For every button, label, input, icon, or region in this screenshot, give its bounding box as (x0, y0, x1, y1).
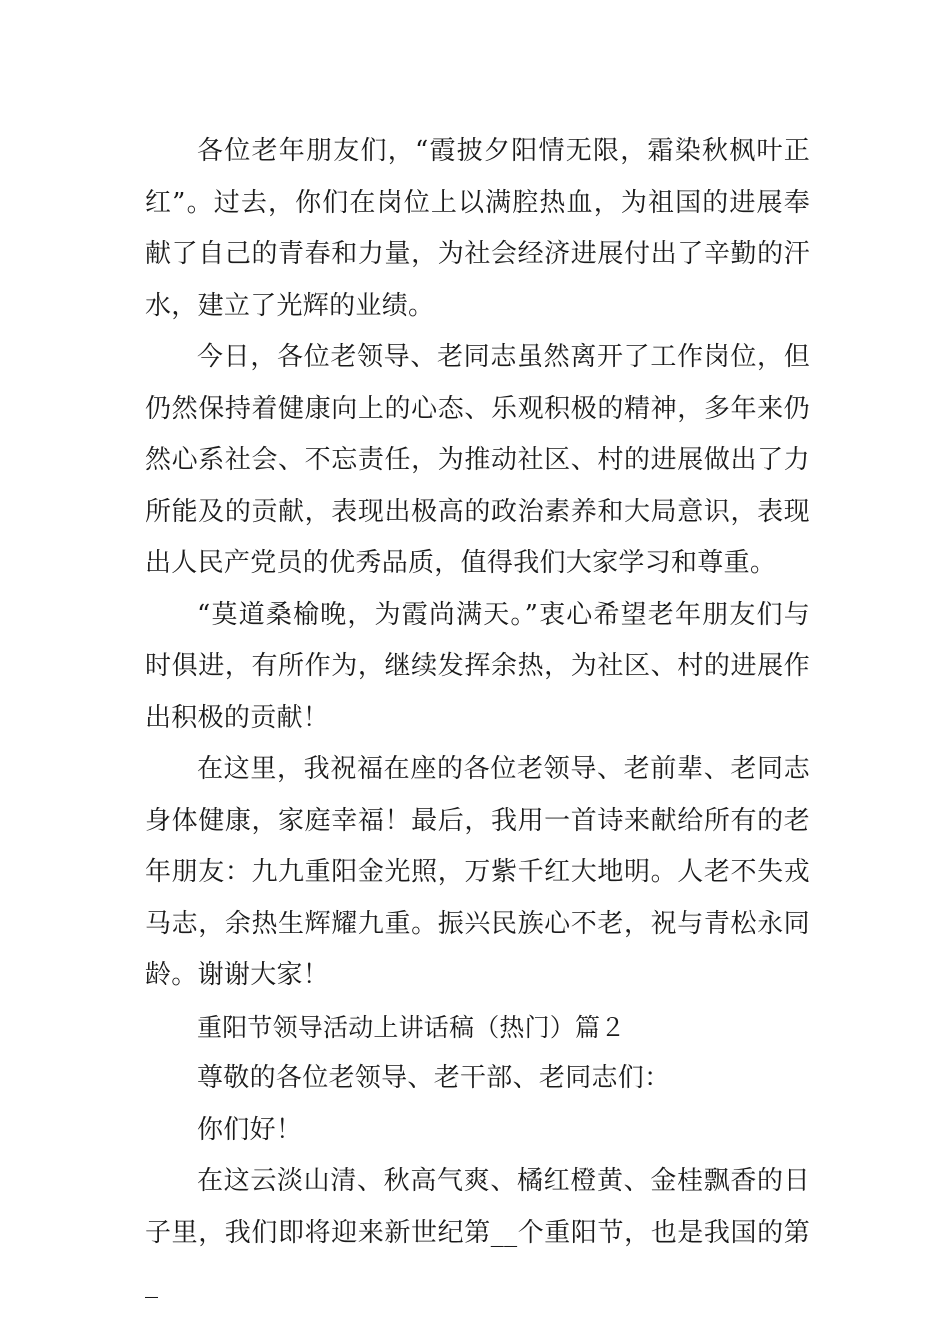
salutation: 尊敬的各位老领导、老干部、老同志们： (197, 1063, 671, 1093)
paragraph-4: 在这里，我祝福在座的各位老领导、老前辈、老同志身体健康，家庭幸福！最后，我用一首诗来献给所有的老年朋友：九九重阳金光照，万紫千红大地明。人老不失戎马志，余热生辉耀九重。振兴民族心不老，祝与青松永同龄。谢谢大家！ (145, 754, 810, 990)
document-body (145, 126, 810, 1311)
paragraph-3: “莫道桑榆晚，为霞尚满天。”衷心希望老年朋友们与时俱进，有所作为，继续发挥余热，为社区、村的进展作出积极的贡献！ (145, 599, 810, 733)
paragraph-2: 今日，各位老领导、老同志虽然离开了工作岗位，但仍然保持着健康向上的心态、乐观积极的精神，多年来仍然心系社会、不忘责任，为推动社区、村的进展做出了力所能及的贡献，表现出极高的政治素养和大局意识，表现出人民产党员的优秀品质，值得我们大家学习和尊重。 (145, 342, 810, 578)
paragraph-5: 在这云淡山清、秋高气爽、橘红橙黄、金桂飘香的日子里，我们即将迎来新世纪第__个重阳节，也是我国的第_ (145, 1166, 810, 1299)
section-heading: 重阳节领导活动上讲话稿（热门）篇２ (197, 1012, 626, 1042)
paragraph-1: 各位老年朋友们，“霞披夕阳情无限，霜染秋枫叶正红”。过去，你们在岗位上以满腔热血，为祖国的进展奉献了自己的青春和力量，为社会经济进展付出了辛勤的汗水，建立了光辉的业绩。 (145, 136, 810, 321)
greeting: 你们好！ (197, 1114, 303, 1145)
